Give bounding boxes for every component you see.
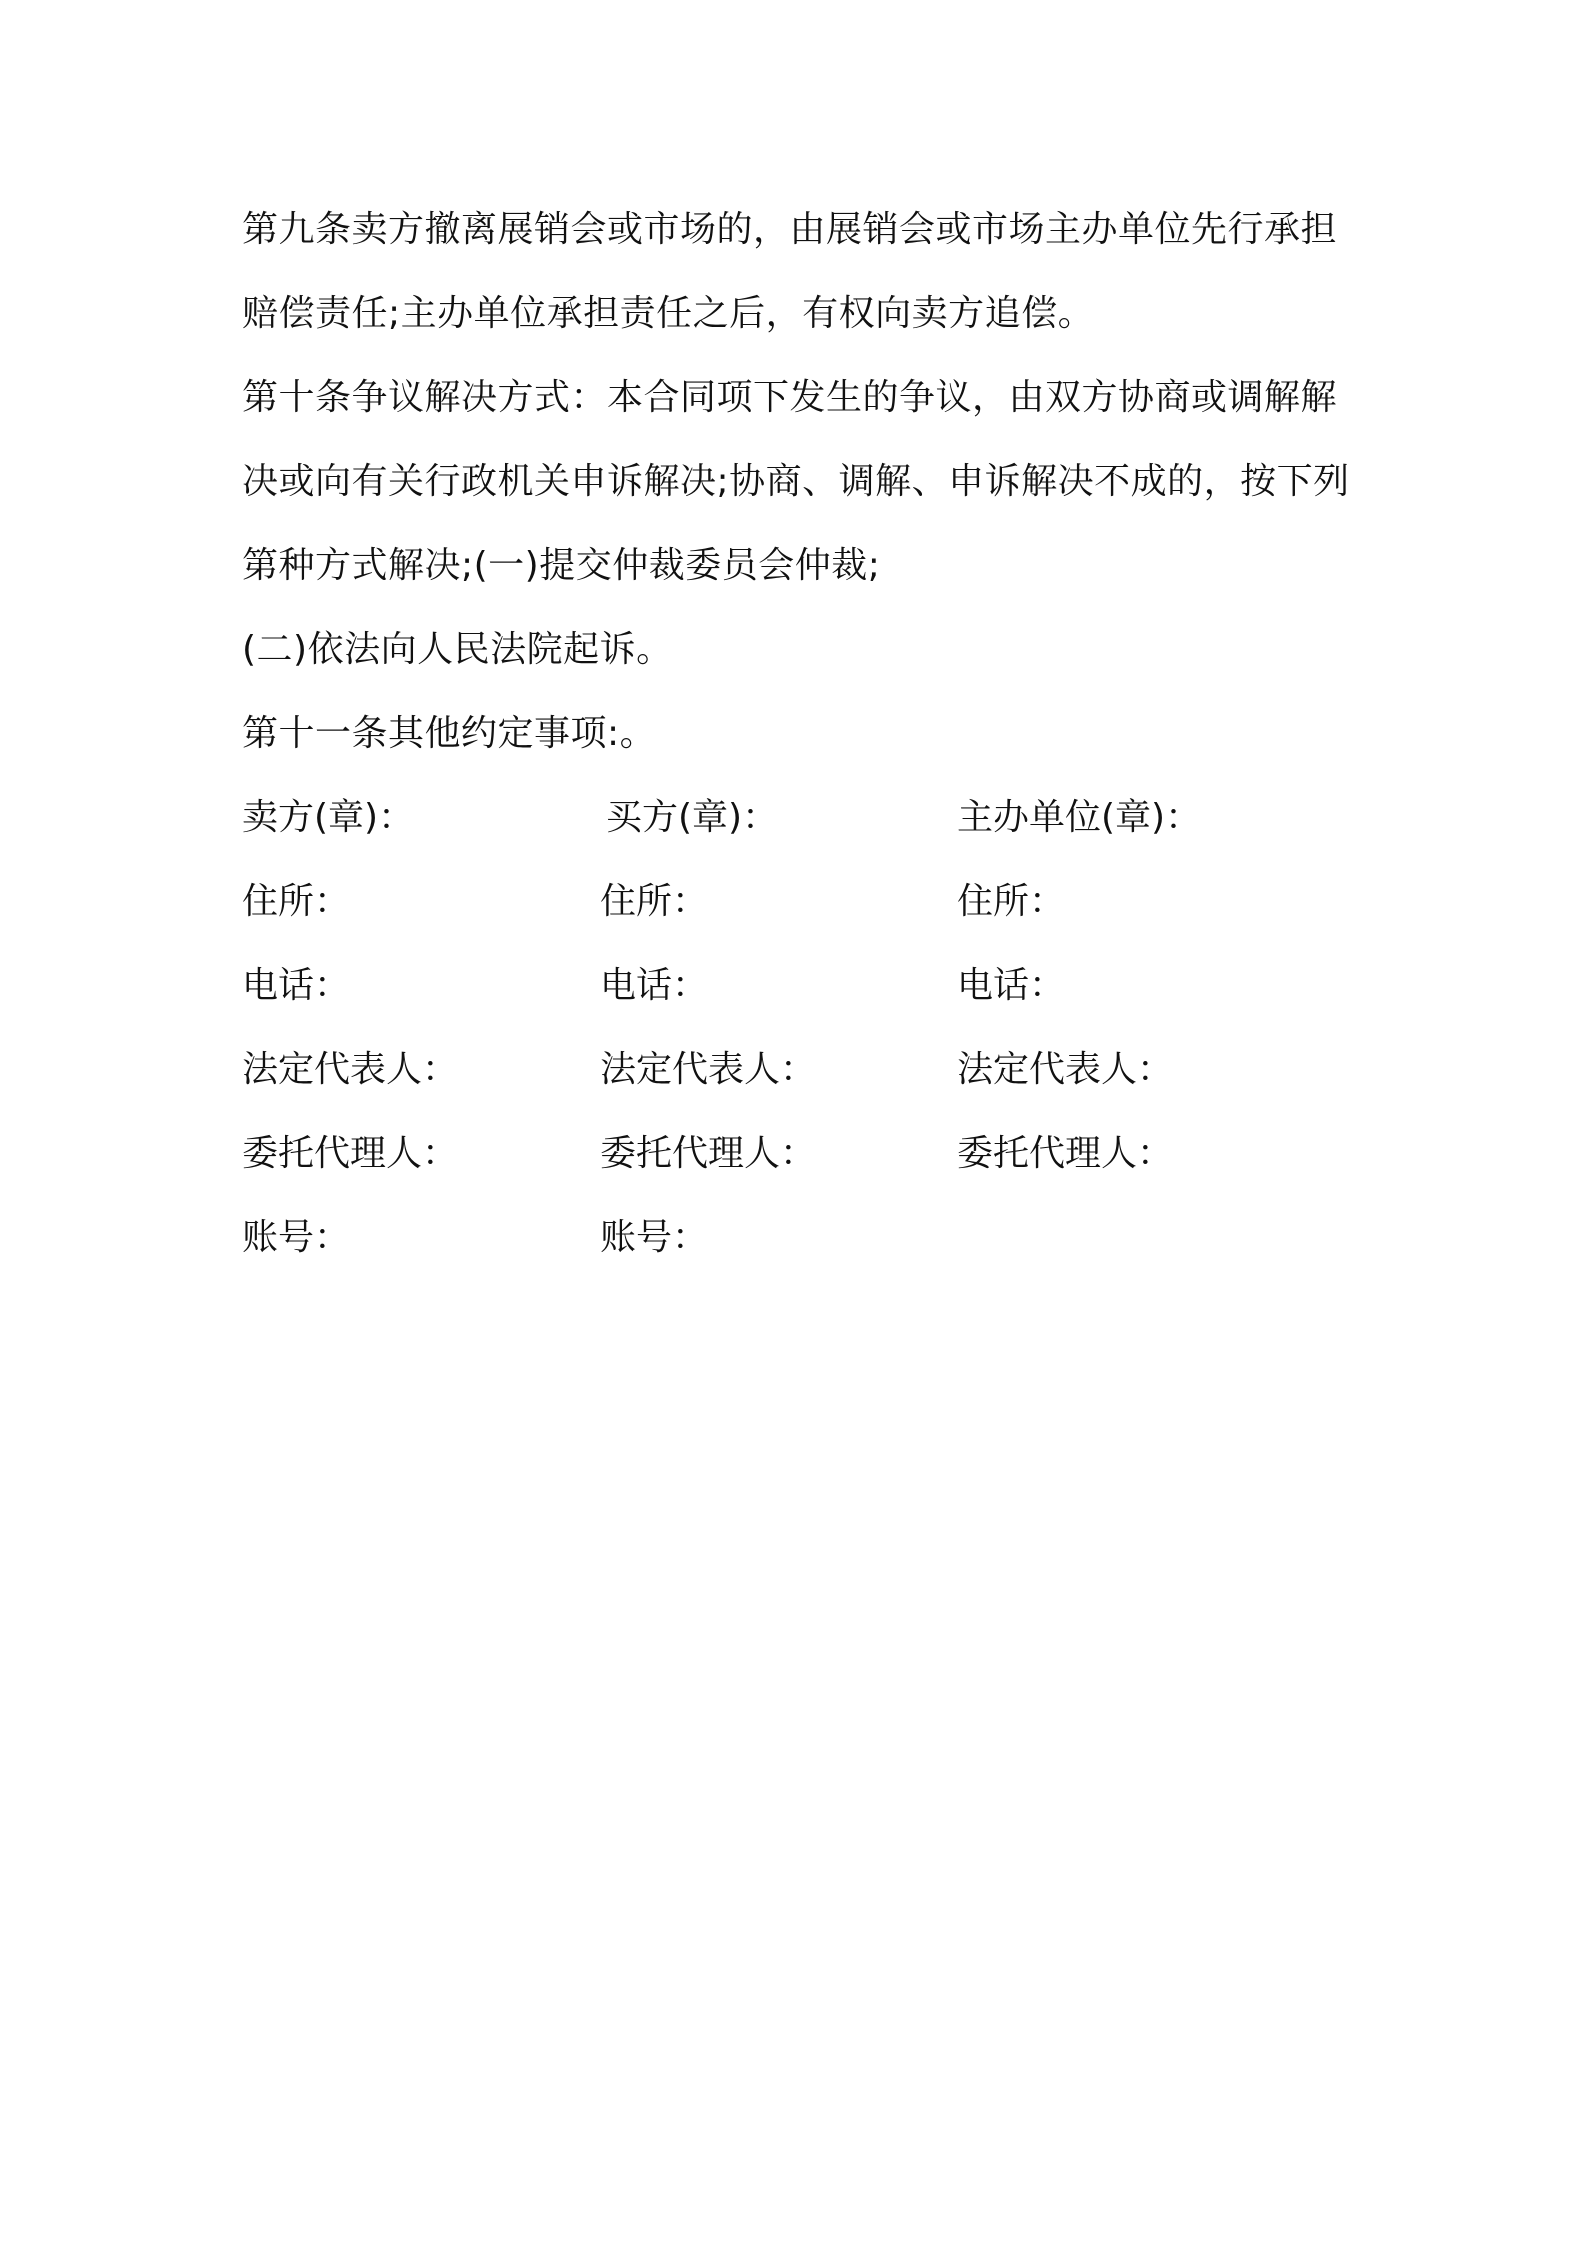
seller-legal-rep-label: 法定代表人：: [242, 1049, 459, 1090]
article-9-paragraph: 第九条卖方撤离展销会或市场的，由展销会或市场主办单位先行承担赔偿责任;主办单位承担责任之后，有权向卖方追偿。: [242, 209, 1338, 334]
seller-phone-label: 电话：: [242, 965, 351, 1006]
buyer-phone-label: 电话：: [600, 965, 709, 1006]
seller-agent-label: 委托代理人：: [242, 1133, 459, 1174]
seller-account-label: 账号：: [242, 1217, 351, 1258]
signature-row-agent: [0, 1112, 1586, 1196]
buyer-address-label: 住所：: [600, 881, 709, 922]
signature-row-phone: [0, 944, 1586, 1028]
organizer-agent-label: 委托代理人：: [957, 1133, 1174, 1174]
buyer-legal-rep-label: 法定代表人：: [600, 1049, 817, 1090]
seller-seal-label: 卖方(章)：: [242, 797, 415, 838]
buyer-agent-label: 委托代理人：: [600, 1133, 817, 1174]
signature-row-seal: [0, 776, 1586, 860]
article-11-paragraph: 第十一条其他约定事项:。: [242, 713, 657, 754]
signature-row-legal-rep: [0, 1028, 1586, 1112]
buyer-seal-label: 买方(章)：: [606, 797, 779, 838]
signature-row-address: [0, 860, 1586, 944]
article-10-option-2: (二)依法向人民法院起诉。: [242, 629, 673, 670]
organizer-address-label: 住所：: [957, 881, 1066, 922]
organizer-seal-label: 主办单位(章)：: [957, 797, 1202, 838]
article-10-paragraph: 第十条争议解决方式：本合同项下发生的争议，由双方协商或调解解决或向有关行政机关申诉解决;协商、调解、申诉解决不成的，按下列第种方式解决;(一)提交仲裁委员会仲裁;: [242, 377, 1350, 586]
buyer-account-label: 账号：: [600, 1217, 709, 1258]
signature-row-account: [0, 1196, 1586, 1280]
seller-address-label: 住所：: [242, 881, 351, 922]
organizer-phone-label: 电话：: [957, 965, 1066, 1006]
organizer-legal-rep-label: 法定代表人：: [957, 1049, 1174, 1090]
